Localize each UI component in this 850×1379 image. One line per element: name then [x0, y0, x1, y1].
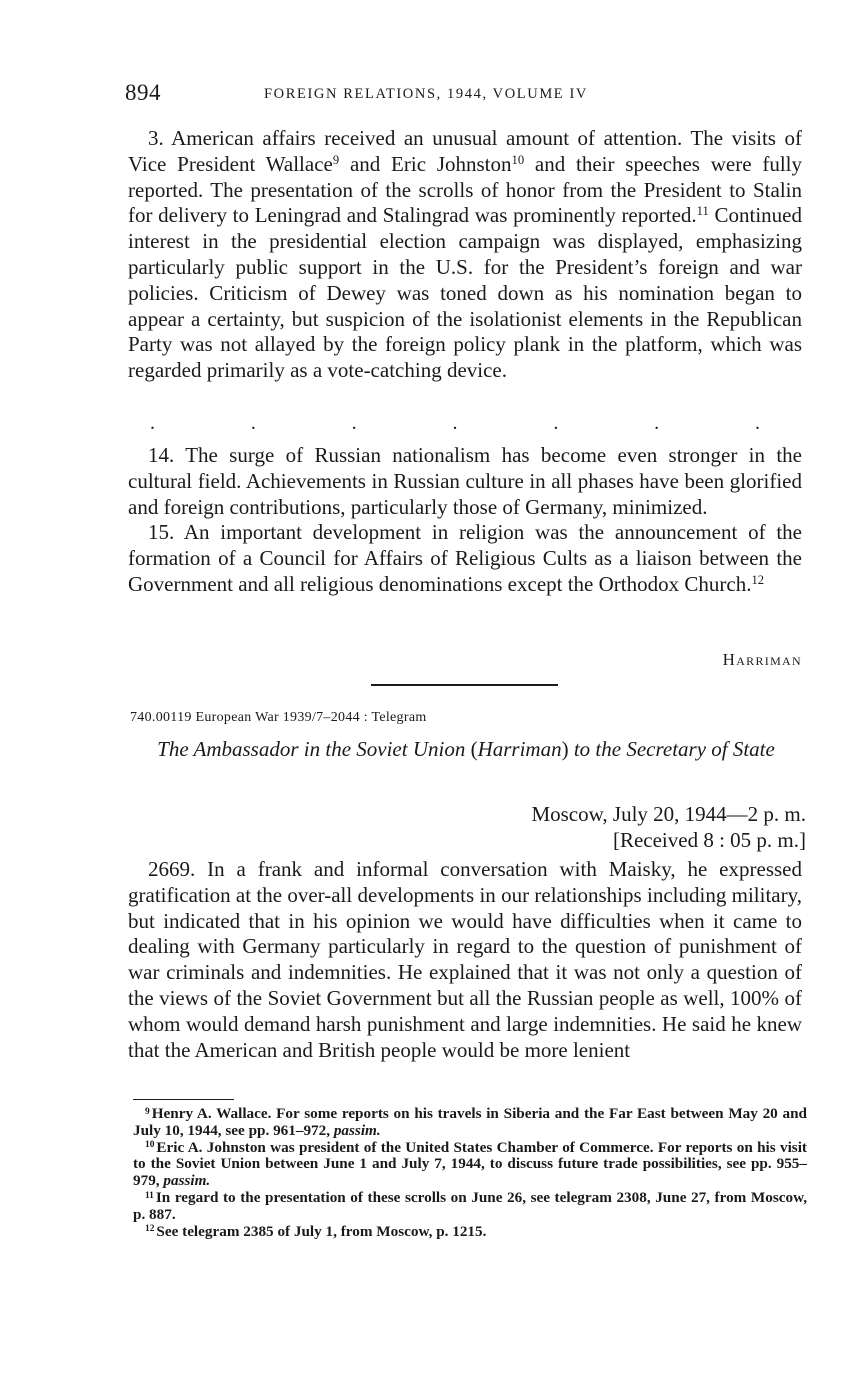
paragraph-text: 3. American affairs received an unusual amount of attention. The visits of Vice President Wallace: [128, 126, 802, 176]
footnote-ref-12: 12: [751, 573, 765, 588]
footnotes: [133, 1106, 807, 1240]
title-paren: ): [561, 737, 574, 761]
footnote-marker: 12: [145, 1224, 155, 1235]
title-part: The Ambassador in the Soviet Union: [157, 737, 466, 761]
telegram-body: [128, 857, 802, 1063]
footnote-ref-9: 9: [332, 152, 340, 167]
title-part: to the Secretary of State: [573, 737, 775, 761]
footnote-marker: 11: [145, 1190, 154, 1201]
ellipsis-dot: .: [250, 412, 256, 434]
signature: Harriman: [722, 650, 802, 669]
footnote-text: Henry A. Wallace. For some reports on his travels in Siberia and the Far East between May 20 and July 10, 1944, see pp. 961–972,: [133, 1105, 807, 1139]
footnote-text: Eric A. Johnston was president of the United States Chamber of Commerce. For reports on his visit to the Soviet Union between June 1 and July 7, 1944, to discuss future trade possibilities, see pp. 955–979,: [133, 1138, 807, 1190]
file-reference: 740.00119 European War 1939/7–2044 : Telegram: [130, 710, 427, 725]
paragraph-text: and their speeches were fully reported. The presentation of the scrolls of honor from the President to Stalin for delivery to Leningrad and Stalingrad was prominently reported.: [128, 151, 802, 228]
telegram-paragraph: 2669. In a frank and informal conversation with Maisky, he expressed gratification at the over-all developments in our relationships including military, but indicated that in his opinion we would have difficulties when it came to dealing with Germany particularly in regard to the question of punishment of war criminals and indemnities. He explained that it was not only a question of the views of the Soviet Government but all the Russian people as well, 100% of whom would demand harsh punishment and large indemnities. He said he knew that the American and British people would be more lenient: [128, 857, 802, 1062]
paragraphs-14-15: [128, 443, 802, 598]
paragraph-text: Continued interest in the presidential election campaign was displayed, emphasizing particularly public support in the U.S. for the President’s foreign and war policies. Criticism of Dewey was toned down as his nomination began to appear a certainty, but suspicion of the isolationist elements in the Republican Party was not allayed by the foreign policy plank in the platform, which was regarded primarily as a vote-catching device.: [128, 203, 802, 383]
paragraph-3: [128, 126, 802, 384]
footnote-ref-11: 11: [696, 204, 709, 219]
page-header: [125, 80, 805, 112]
dateline: [531, 801, 806, 853]
ellipsis-dot: .: [150, 412, 155, 434]
footnote-text: See telegram 2385 of July 1, from Moscow, p. 1215.: [156, 1222, 487, 1240]
footnote-text: In regard to the presentation of these scrolls on June 26, see telegram 2308, June 27, from Moscow, p. 887.: [133, 1188, 807, 1223]
ellipsis-dot: .: [754, 412, 760, 434]
paragraph-15: [128, 520, 802, 597]
paragraph-14: 14. The surge of Russian nationalism has become even stronger in the cultural field. Achievements in Russian culture in all phases have been glorified and foreign contributions, particularly those of Germany, minimized.: [128, 443, 802, 519]
ellipsis-dot: .: [553, 412, 559, 434]
dateline-place-date: Moscow, July 20, 1944—2 p. m.: [531, 802, 806, 826]
title-name: Harriman: [477, 737, 562, 761]
footnote-12: [133, 1224, 807, 1241]
footnote-italic: passim.: [333, 1121, 381, 1139]
section-divider: [371, 684, 558, 686]
dateline-received: [Received 8 : 05 p. m.]: [612, 828, 806, 852]
footnote-italic: passim.: [163, 1172, 211, 1190]
footnote-marker: 9: [145, 1106, 150, 1117]
omission-ellipsis: [150, 412, 760, 432]
document-title: [128, 736, 804, 762]
footnote-11: [133, 1190, 807, 1224]
page-number: 894: [125, 80, 161, 105]
footnote-marker: 10: [145, 1140, 155, 1151]
ellipsis-dot: .: [452, 412, 458, 434]
running-head: FOREIGN RELATIONS, 1944, VOLUME IV: [264, 86, 588, 102]
ellipsis-dot: .: [654, 412, 660, 434]
footnote-10: [133, 1140, 807, 1190]
footnote-9: [133, 1106, 807, 1140]
footnote-ref-10: 10: [511, 152, 525, 167]
ellipsis-dot: .: [351, 412, 357, 434]
title-paren: (: [465, 737, 478, 761]
footnote-divider: [133, 1099, 234, 1100]
paragraph-text: and Eric Johnston: [339, 151, 512, 176]
paragraph-text: 15. An important development in religion was the announcement of the formation of a Council for Affairs of Religious Cults as a liaison between the Government and all religious denominations except the Orthodox Church.: [128, 520, 802, 596]
